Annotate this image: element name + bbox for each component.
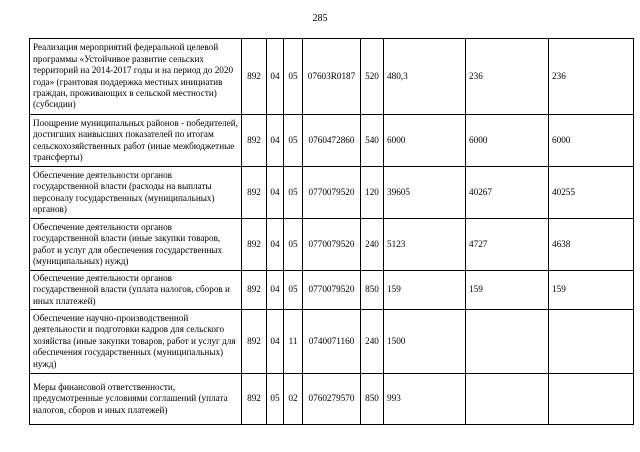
- section-code: 05: [267, 374, 284, 425]
- target-article-code: 0770079520: [303, 219, 361, 271]
- table-row: [30, 39, 634, 115]
- amount-1: 39605: [384, 167, 466, 219]
- row-description: Обеспечение деятельности органов государственной власти (иные закупки товаров, работ и услуг для обеспечения государственных (муниципальных) нужд): [30, 219, 242, 271]
- section-code: 04: [267, 115, 284, 167]
- ministry-code: 892: [242, 271, 267, 310]
- section-code: 04: [267, 167, 284, 219]
- amount-3: 236: [549, 39, 634, 115]
- target-article-code: 0770079520: [303, 167, 361, 219]
- subsection-code: 05: [284, 219, 303, 271]
- subsection-code: 05: [284, 39, 303, 115]
- section-code: 04: [267, 219, 284, 271]
- table-body: [30, 39, 634, 425]
- ministry-code: 892: [242, 167, 267, 219]
- expense-type-code: 240: [361, 310, 384, 374]
- table-row: [30, 271, 634, 310]
- amount-3: 159: [549, 271, 634, 310]
- row-description: Обеспечение деятельности органов государственной власти (уплата налогов, сборов и иных платежей): [30, 271, 242, 310]
- page-number: 285: [312, 13, 328, 24]
- table-row: [30, 310, 634, 374]
- expense-type-code: 240: [361, 219, 384, 271]
- expense-type-code: 120: [361, 167, 384, 219]
- row-description: Обеспечение научно-производственной деятельности и подготовки кадров для сельского хозяйства (иные закупки товаров, работ и услуг для обеспечения государственных (муниципальных) нужд): [30, 310, 242, 374]
- amount-3: 40255: [549, 167, 634, 219]
- amount-3: 4638: [549, 219, 634, 271]
- amount-1: 1500: [384, 310, 466, 374]
- subsection-code: 05: [284, 167, 303, 219]
- expense-type-code: 850: [361, 374, 384, 425]
- ministry-code: 892: [242, 219, 267, 271]
- expense-type-code: 540: [361, 115, 384, 167]
- section-code: 04: [267, 39, 284, 115]
- target-article-code: 0740071160: [303, 310, 361, 374]
- row-description: Реализация мероприятий федеральной целевой программы «Устойчивое развитие сельских территорий на 2014-2017 годы и на период до 2020 года» (грантовая поддержка местных инициатив граждан, проживающих в сельской местности) (субсидии): [30, 39, 242, 115]
- target-article-code: 0770079520: [303, 271, 361, 310]
- amount-2: 4727: [466, 219, 549, 271]
- row-description: Меры финансовой ответственности, предусмотренные условиями соглашений (уплата налогов, сборов и иных платежей): [30, 374, 242, 425]
- amount-1: 993: [384, 374, 466, 425]
- subsection-code: 05: [284, 271, 303, 310]
- section-code: 04: [267, 271, 284, 310]
- amount-1: 159: [384, 271, 466, 310]
- amount-3: [549, 374, 634, 425]
- target-article-code: 0760279570: [303, 374, 361, 425]
- table-row: [30, 167, 634, 219]
- subsection-code: 11: [284, 310, 303, 374]
- amount-3: 6000: [549, 115, 634, 167]
- amount-2: [466, 374, 549, 425]
- table-row: [30, 115, 634, 167]
- budget-table: [29, 38, 634, 425]
- expense-type-code: 520: [361, 39, 384, 115]
- target-article-code: 07603R0187: [303, 39, 361, 115]
- amount-2: 159: [466, 271, 549, 310]
- ministry-code: 892: [242, 39, 267, 115]
- target-article-code: 0760472860: [303, 115, 361, 167]
- amount-1: 5123: [384, 219, 466, 271]
- ministry-code: 892: [242, 310, 267, 374]
- table-row: [30, 374, 634, 425]
- subsection-code: 02: [284, 374, 303, 425]
- amount-2: 6000: [466, 115, 549, 167]
- row-description: Обеспечение деятельности органов государственной власти (расходы на выплаты персоналу государственных (муниципальных) органов): [30, 167, 242, 219]
- ministry-code: 892: [242, 374, 267, 425]
- amount-2: [466, 310, 549, 374]
- amount-3: [549, 310, 634, 374]
- amount-2: 40267: [466, 167, 549, 219]
- expense-type-code: 850: [361, 271, 384, 310]
- subsection-code: 05: [284, 115, 303, 167]
- table-row: [30, 219, 634, 271]
- section-code: 04: [267, 310, 284, 374]
- ministry-code: 892: [242, 115, 267, 167]
- row-description: Поощрение муниципальных районов - победителей, достигших наивысших показателей по итогам сельскохозяйственных работ (иные межбюджетные трансферты): [30, 115, 242, 167]
- amount-2: 236: [466, 39, 549, 115]
- amount-1: 480,3: [384, 39, 466, 115]
- amount-1: 6000: [384, 115, 466, 167]
